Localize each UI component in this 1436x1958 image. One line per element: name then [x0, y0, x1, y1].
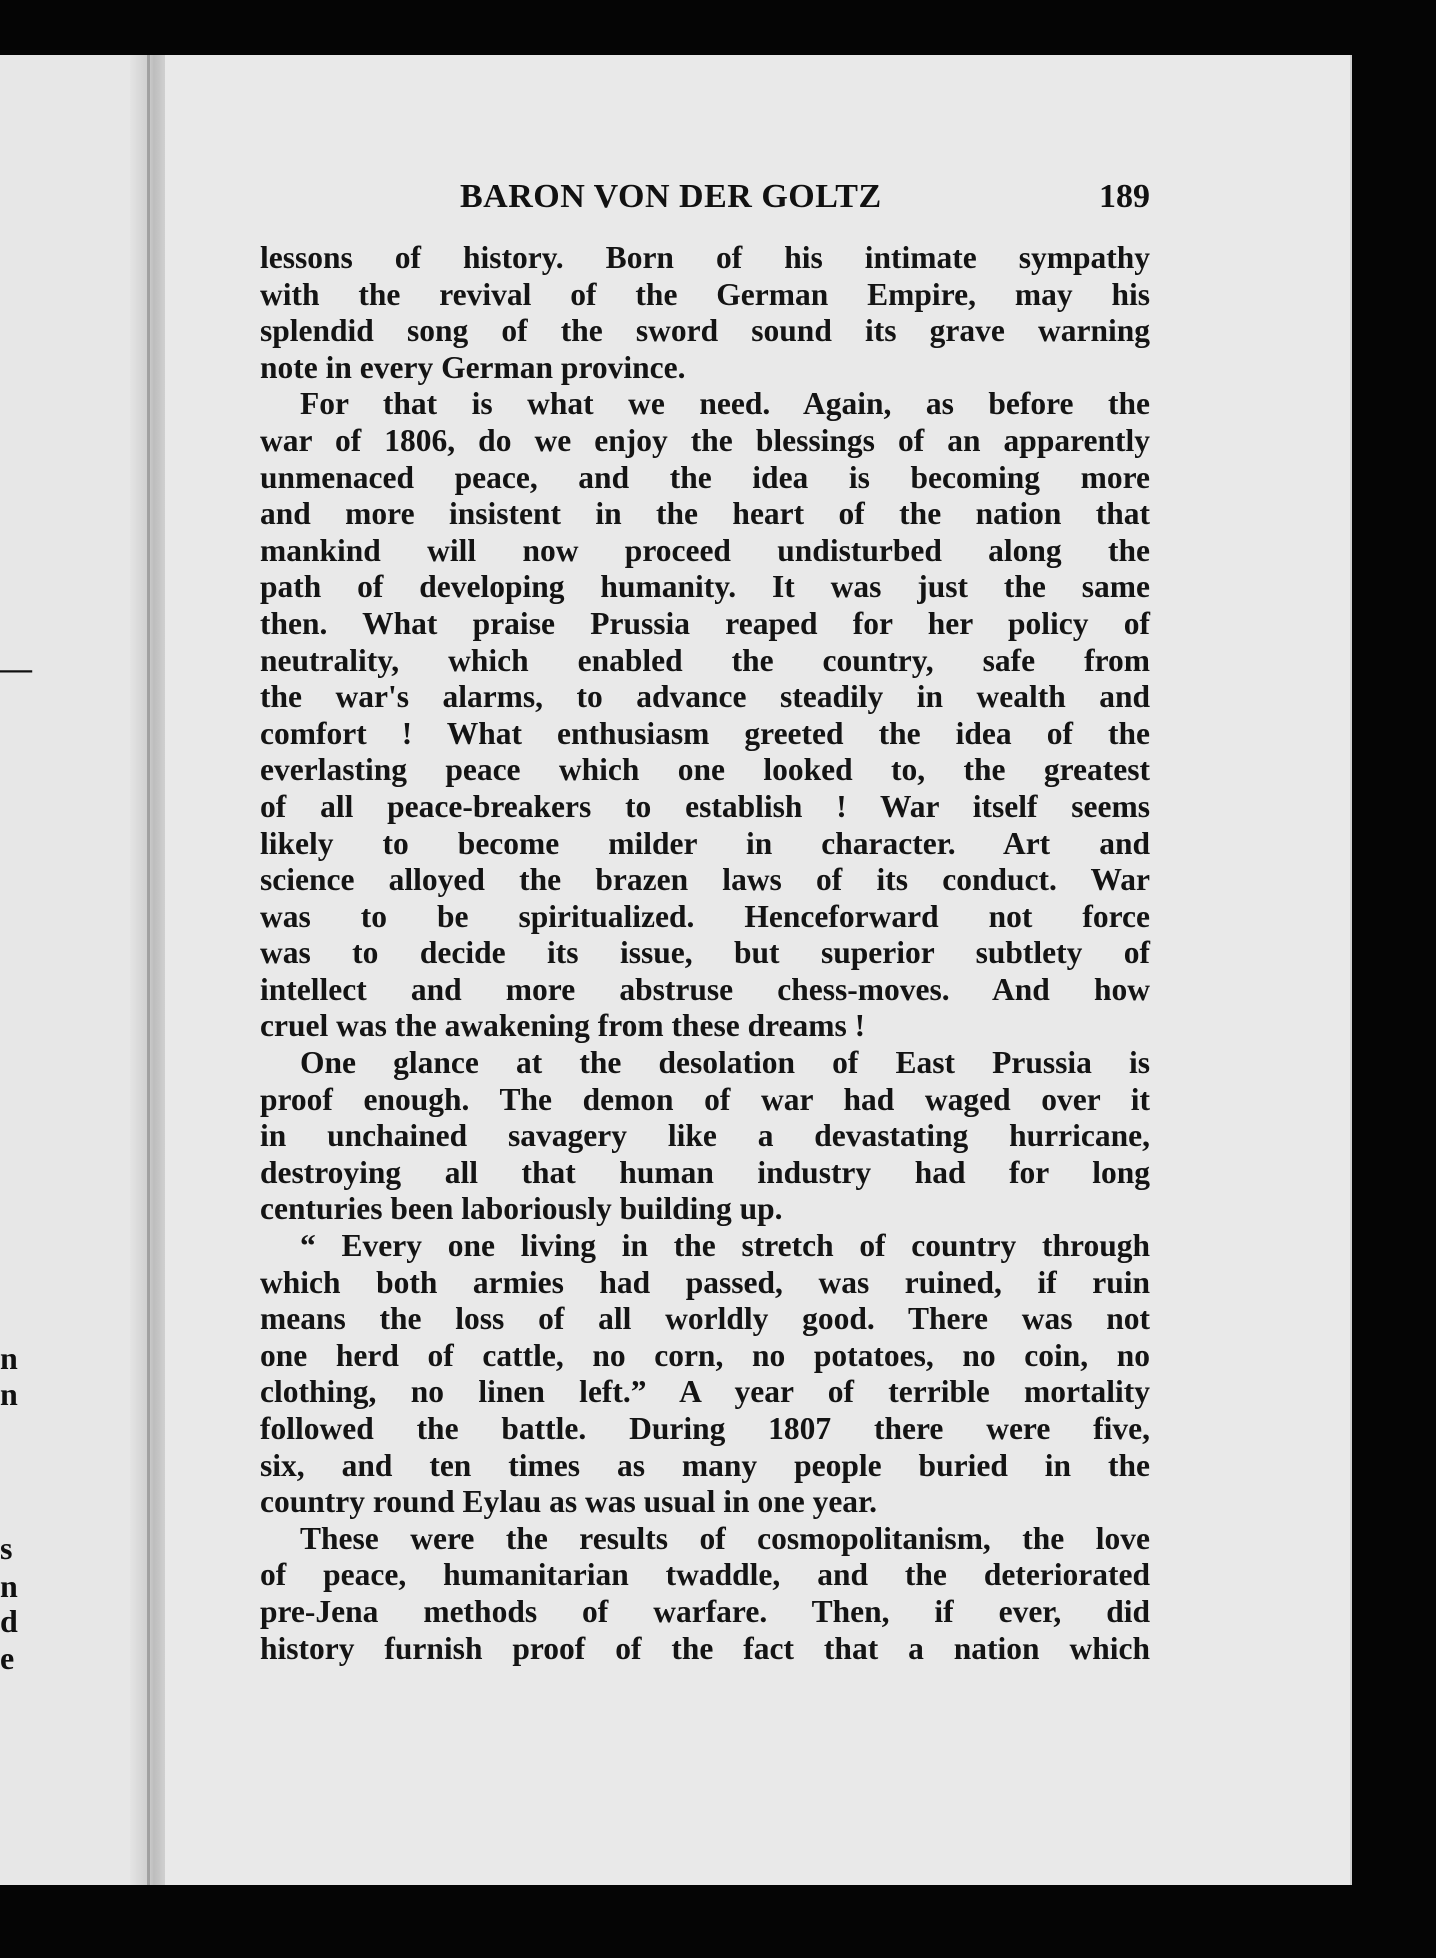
text-line: cruel was the awakening from these dreams ! — [260, 1008, 866, 1044]
text-line: destroying all that human industry had for long — [260, 1154, 1150, 1190]
text-line: then. What praise Prussia reaped for her policy of — [260, 605, 1150, 641]
text-line: “ Every one living in the stretch of country through — [300, 1228, 1150, 1264]
text-line: followed the battle. During 1807 there were five, — [260, 1411, 1150, 1446]
text-line: war of 1806, do we enjoy the blessings of an apparently — [260, 422, 1150, 458]
left-page-letter: e — [0, 1640, 15, 1676]
text-line: was to be spiritualized. Henceforward not force — [260, 898, 1150, 934]
left-page-letter: n — [0, 1568, 18, 1604]
text-line: of all peace-breakers to establish ! War itself seems — [260, 788, 1150, 824]
left-page-letter: n — [0, 1340, 18, 1376]
left-page-letter: n — [0, 1376, 18, 1412]
text-line: comfort ! What enthusiasm greeted the idea of the — [260, 715, 1150, 751]
left-page-letter: s — [0, 1530, 13, 1566]
left-page-mark: — — [0, 650, 32, 686]
text-line: country round Eylau as was usual in one year. — [260, 1484, 878, 1520]
text-line: in unchained savagery like a devastating hurricane, — [260, 1118, 1150, 1154]
text-line: centuries been laboriously building up. — [260, 1191, 783, 1227]
text-line: means the loss of all worldly good. There was not — [260, 1301, 1150, 1337]
text-line: of peace, humanitarian twaddle, and the deteriorated — [260, 1557, 1150, 1593]
text-line: science alloyed the brazen laws of its conduct. War — [260, 862, 1150, 898]
running-head-title: BARON VON DER GOLTZ — [460, 178, 882, 215]
text-line: splendid song of the sword sound its grave warning — [260, 313, 1150, 349]
text-line: the war's alarms, to advance steadily in wealth and — [260, 679, 1150, 715]
text-line: These were the results of cosmopolitanism, the love — [300, 1520, 1150, 1556]
text-line: For that is what we need. Again, as before the — [300, 386, 1150, 422]
text-line: history furnish proof of the fact that a nation which — [260, 1630, 1150, 1666]
text-line: proof enough. The demon of war had waged over it — [260, 1081, 1150, 1117]
text-line: neutrality, which enabled the country, safe from — [260, 642, 1150, 678]
text-line: and more insistent in the heart of the nation that — [260, 496, 1150, 532]
text-line: everlasting peace which one looked to, the greatest — [260, 752, 1150, 788]
text-line: one herd of cattle, no corn, no potatoes, no coin, no — [260, 1337, 1150, 1373]
text-line: clothing, no linen left.” A year of terrible mortality — [260, 1374, 1150, 1410]
text-line: note in every German province. — [260, 349, 686, 385]
text-line: lessons of history. Born of his intimate sympathy — [260, 240, 1150, 275]
book-gutter — [130, 55, 170, 1885]
text-line: pre-Jena methods of warfare. Then, if ever, did — [260, 1593, 1150, 1629]
gutter-fold-line — [147, 55, 150, 1885]
page-edge — [1350, 55, 1352, 1885]
text-line: likely to become milder in character. Art and — [260, 825, 1150, 861]
text-line: unmenaced peace, and the idea is becoming more — [260, 459, 1150, 495]
left-page-letter: d — [0, 1603, 18, 1639]
running-head — [260, 178, 1150, 218]
text-line: mankind will now proceed undisturbed along the — [260, 532, 1150, 568]
text-line: with the revival of the German Empire, may his — [260, 276, 1150, 312]
text-line: six, and ten times as many people buried in the — [260, 1447, 1150, 1483]
text-line: One glance at the desolation of East Prussia is — [300, 1045, 1150, 1081]
text-line: intellect and more abstruse chess-moves. And how — [260, 971, 1150, 1007]
text-line: which both armies had passed, was ruined, if ruin — [260, 1264, 1150, 1300]
text-line: path of developing humanity. It was just the same — [260, 569, 1150, 605]
text-line: was to decide its issue, but superior subtlety of — [260, 935, 1150, 971]
page-number: 189 — [1099, 178, 1150, 215]
body-text — [260, 240, 1150, 1667]
